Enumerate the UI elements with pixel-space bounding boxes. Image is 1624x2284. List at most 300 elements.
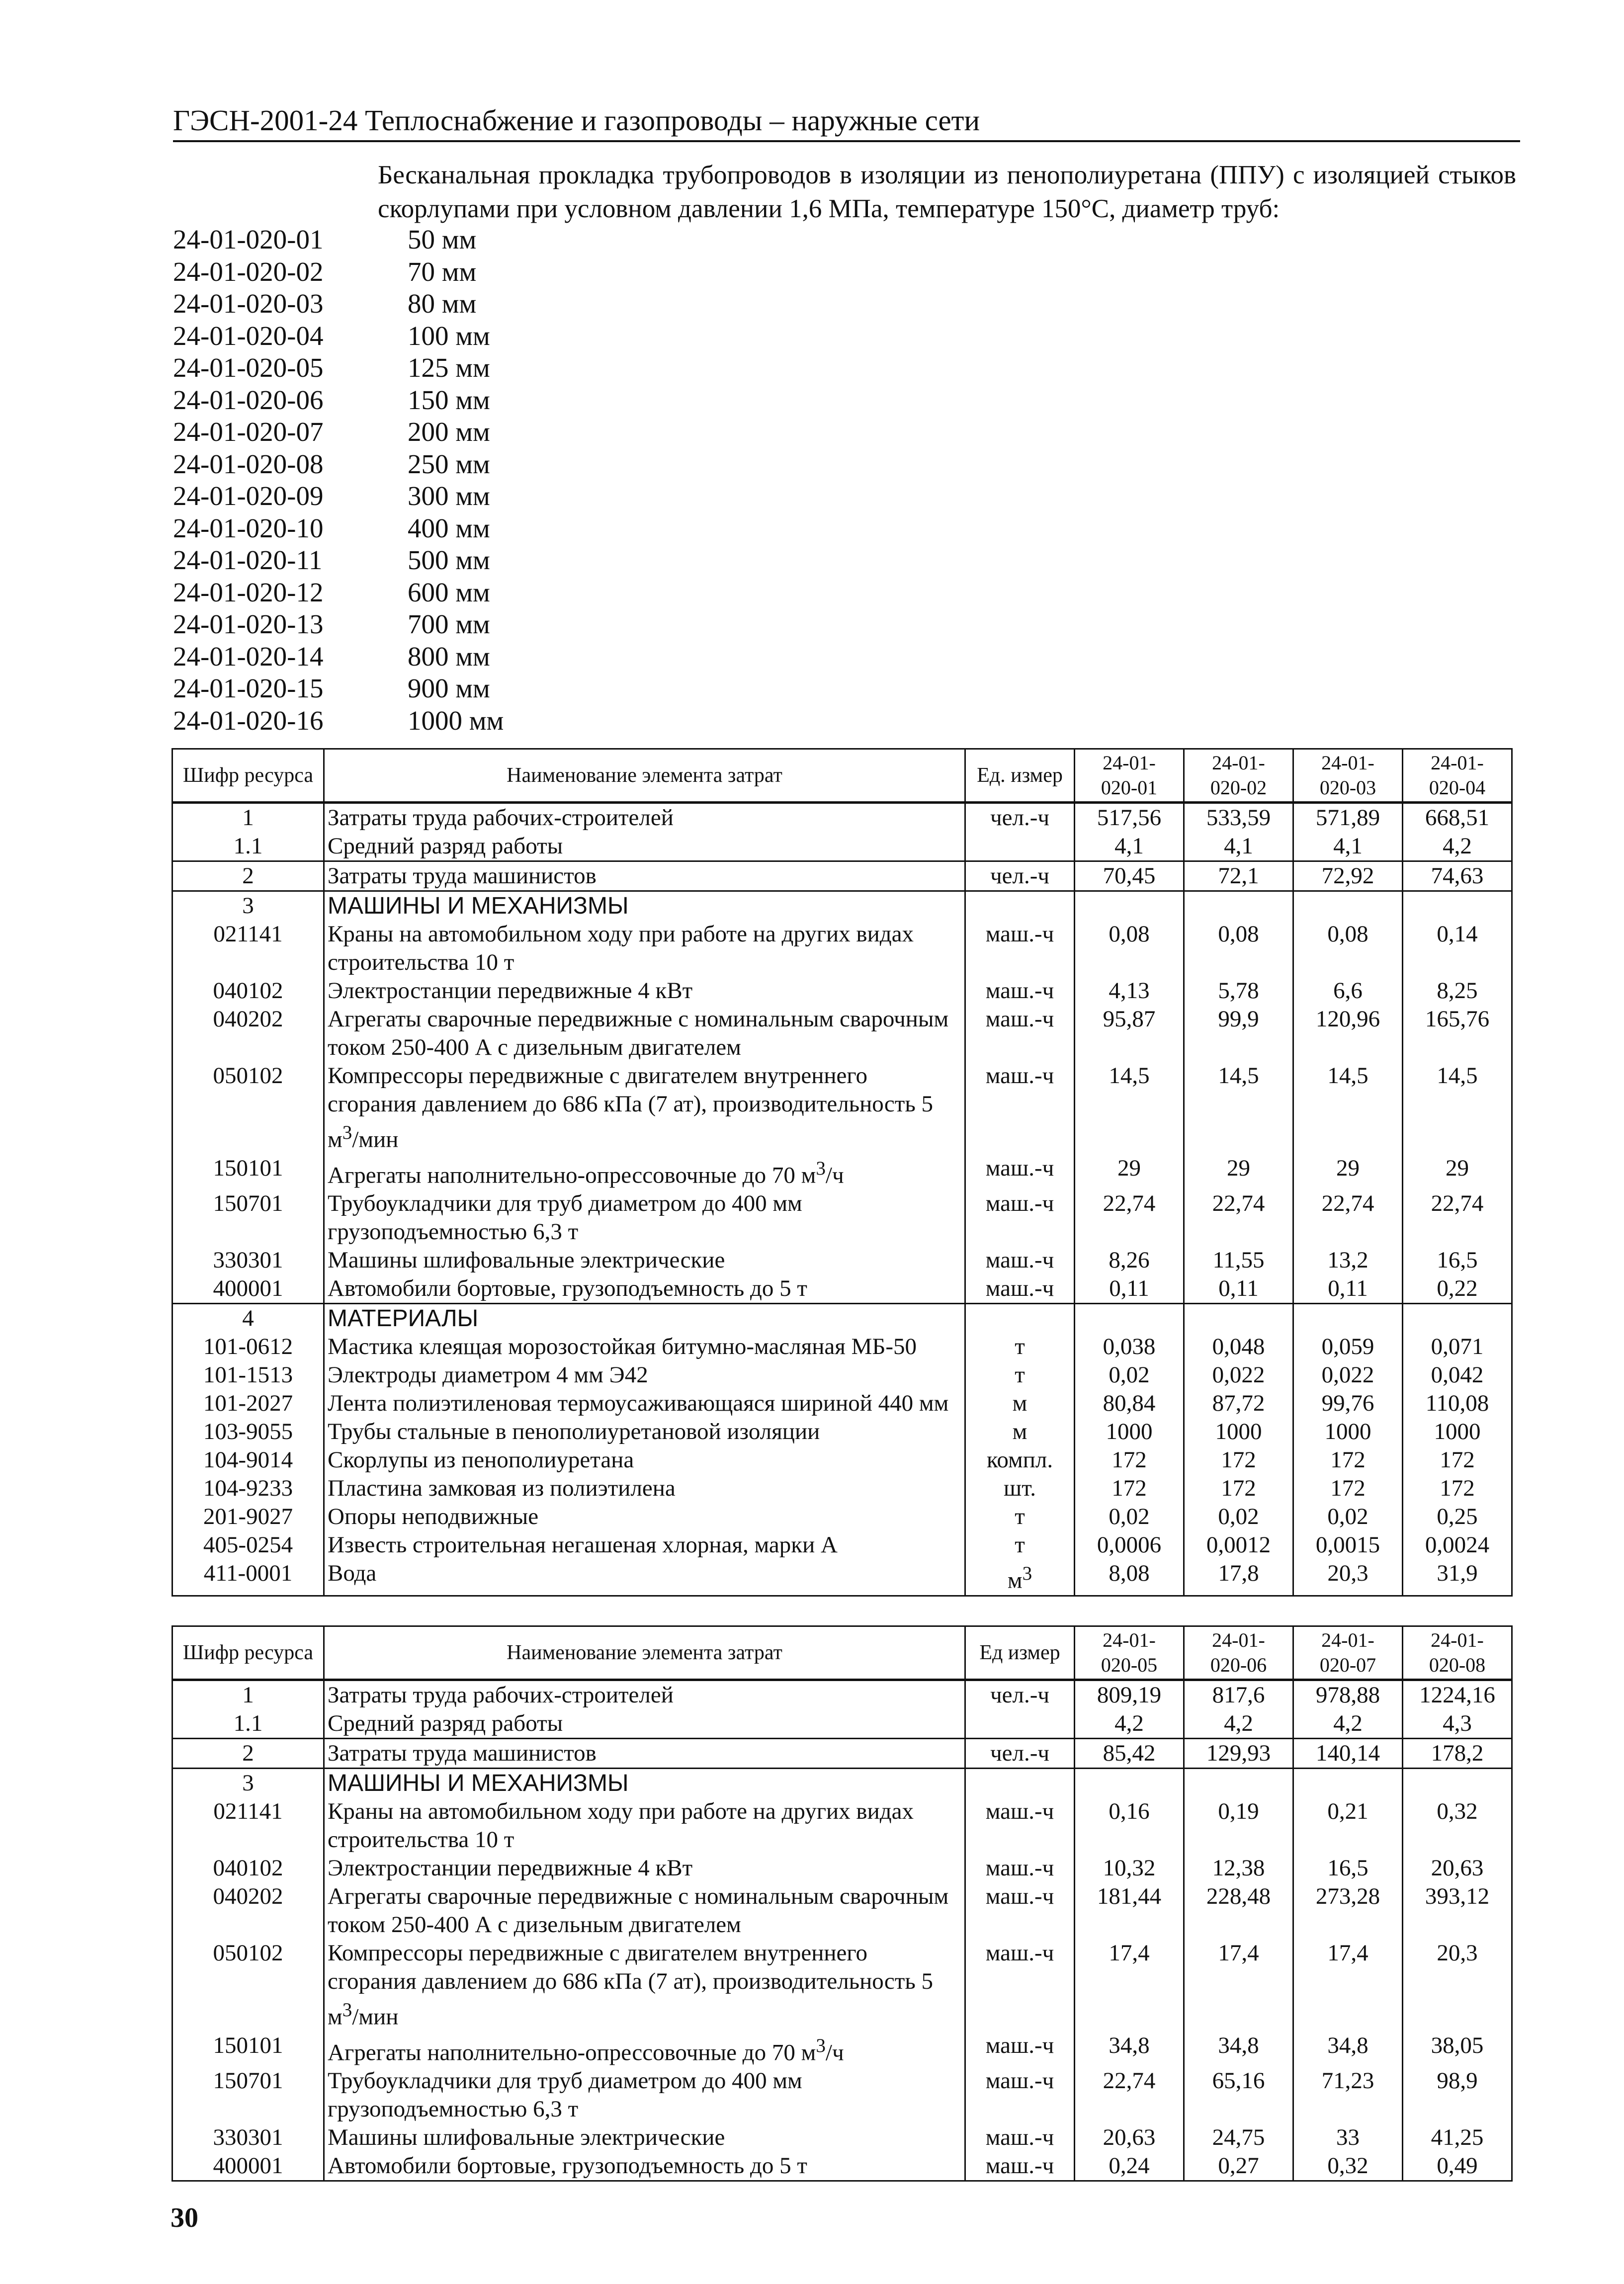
resource-name: Трубы стальные в пенополиуретановой изоляции <box>324 1418 965 1446</box>
resource-unit: т <box>965 1361 1075 1389</box>
table-row <box>172 2067 1512 2123</box>
value-cell: 38,05 <box>1403 2031 1512 2067</box>
value-cell: 172 <box>1403 1474 1512 1503</box>
resource-unit: чел.-ч <box>965 1680 1075 1710</box>
value-cell: 1000 <box>1403 1418 1512 1446</box>
resource-name: Компрессоры передвижные с двигателем внутреннего сгорания давлением до 686 кПа (7 ат), производительность 5 $м^3$/мин <box>324 1062 965 1154</box>
value-cell: 4,3 <box>1403 1709 1512 1739</box>
resource-unit <box>965 1709 1075 1739</box>
value-cell: 0,038 <box>1075 1333 1184 1361</box>
value-cell: 65,16 <box>1184 2067 1293 2123</box>
resource-name: Краны на автомобильном ходу при работе на других видах строительства 10 т <box>324 1797 965 1854</box>
pipe-diameter: 100 мм <box>408 320 490 351</box>
header-code: Шифр ресурса <box>172 749 324 803</box>
code-list-item <box>173 288 504 320</box>
value-cell: 29 <box>1403 1154 1512 1190</box>
resource-code: 040202 <box>172 1005 324 1062</box>
value-cell: 87,72 <box>1184 1389 1293 1418</box>
resource-code: 040102 <box>172 977 324 1005</box>
intro-paragraph: Бесканальная прокладка трубопроводов в изоляции из пенополиуретана (ППУ) с изоляцией стыков скорлупами при условном давлении 1,6 МПа, температуре 150°С, диаметр труб: <box>378 161 1516 223</box>
value-cell: 120,96 <box>1293 1005 1403 1062</box>
code-list-item <box>173 320 504 352</box>
header-col-1: 24-01- 020-01 <box>1075 749 1184 803</box>
table-row <box>172 1274 1512 1304</box>
resource-name: Электростанции передвижные 4 кВт <box>324 977 965 1005</box>
value-cell: 4,13 <box>1075 977 1184 1005</box>
resource-code: 101-2027 <box>172 1389 324 1418</box>
value-cell: 0,16 <box>1075 1797 1184 1854</box>
section-title: МАШИНЫ И МЕХАНИЗМЫ <box>324 1769 965 1798</box>
resource-name: Трубоукладчики для труб диаметром до 400 мм грузоподъемностью 6,3 т <box>324 1189 965 1246</box>
resource-name: Автомобили бортовые, грузоподъемность до 5 т <box>324 2152 965 2181</box>
resource-name: Известь строительная негашеная хлорная, марки А <box>324 1531 965 1559</box>
resource-code: 050102 <box>172 1062 324 1154</box>
pipe-diameter: 500 мм <box>408 545 490 575</box>
value-cell: 4,2 <box>1403 832 1512 861</box>
resource-unit: чел.-ч <box>965 1739 1075 1769</box>
value-cell: 34,8 <box>1184 2031 1293 2067</box>
value-cell: 0,25 <box>1403 1503 1512 1531</box>
value-cell: 95,87 <box>1075 1005 1184 1062</box>
norm-code: 24-01-020-05 <box>173 352 324 383</box>
resource-name: Агрегаты наполнительно-опрессовочные до 70 $м^3/ч$ <box>324 1154 965 1190</box>
resource-name: Лента полиэтиленовая термоусаживающаяся шириной 440 мм <box>324 1389 965 1418</box>
resource-code: 1 <box>172 1680 324 1710</box>
value-cell: 4,2 <box>1184 1709 1293 1739</box>
resource-code: 411-0001 <box>172 1559 324 1596</box>
value-cell: 70,45 <box>1075 861 1184 891</box>
value-cell: 172 <box>1293 1446 1403 1474</box>
table-row <box>172 1389 1512 1418</box>
resource-code: 150701 <box>172 1189 324 1246</box>
resource-name: Затраты труда машинистов <box>324 861 965 891</box>
resource-unit: маш.-ч <box>965 1939 1075 2031</box>
value-cell: 0,14 <box>1403 920 1512 977</box>
page-header: ГЭСН-2001-24 Теплоснабжение и газопроводы – наружные сети <box>173 102 1520 142</box>
table-row <box>172 1418 1512 1446</box>
value-cell: 165,76 <box>1403 1005 1512 1062</box>
pipe-diameter: 250 мм <box>408 448 490 479</box>
value-cell: 809,19 <box>1075 1680 1184 1710</box>
value-cell: 4,1 <box>1293 832 1403 861</box>
value-cell: 0,19 <box>1184 1797 1293 1854</box>
resource-unit: чел.-ч <box>965 861 1075 891</box>
resource-unit: маш.-ч <box>965 1154 1075 1190</box>
pipe-diameter: 150 мм <box>408 384 490 415</box>
norm-code: 24-01-020-14 <box>173 641 324 672</box>
resource-code: 040102 <box>172 1854 324 1882</box>
value-cell: 0,11 <box>1184 1274 1293 1304</box>
norm-code: 24-01-020-06 <box>173 384 324 415</box>
value-cell: 20,3 <box>1403 1939 1512 2031</box>
value-cell: 273,28 <box>1293 1882 1403 1939</box>
code-list-item <box>173 544 504 577</box>
value-cell: 978,88 <box>1293 1680 1403 1710</box>
norm-code: 24-01-020-02 <box>173 256 324 287</box>
value-cell: 20,3 <box>1293 1559 1403 1596</box>
resource-name: Средний разряд работы <box>324 1709 965 1739</box>
value-cell: 10,32 <box>1075 1854 1184 1882</box>
section-row <box>172 1769 1512 1798</box>
value-cell: 0,32 <box>1403 1797 1512 1854</box>
resource-code: 104-9233 <box>172 1474 324 1503</box>
code-list-item <box>173 577 504 609</box>
resource-name: Машины шлифовальные электрические <box>324 1246 965 1274</box>
resource-code: 330301 <box>172 2123 324 2152</box>
header-col-3: 24-01- 020-03 <box>1293 749 1403 803</box>
resource-code: 400001 <box>172 2152 324 2181</box>
table-row <box>172 1361 1512 1389</box>
value-cell: 8,25 <box>1403 977 1512 1005</box>
value-cell: 0,11 <box>1293 1274 1403 1304</box>
table-row <box>172 832 1512 861</box>
pipe-diameter: 125 мм <box>408 352 490 383</box>
value-cell: 24,75 <box>1184 2123 1293 2152</box>
value-cell: 29 <box>1075 1154 1184 1190</box>
pipe-diameter: 1000 мм <box>408 705 504 736</box>
value-cell: 0,022 <box>1184 1361 1293 1389</box>
pipe-diameter: 300 мм <box>408 481 490 511</box>
resource-unit: маш.-ч <box>965 977 1075 1005</box>
value-cell: 533,59 <box>1184 803 1293 833</box>
resource-code: 201-9027 <box>172 1503 324 1531</box>
value-cell: 0,02 <box>1075 1361 1184 1389</box>
resource-unit: маш.-ч <box>965 1246 1075 1274</box>
value-cell: 0,27 <box>1184 2152 1293 2181</box>
resource-unit: маш.-ч <box>965 2123 1075 2152</box>
header-name: Наименование элемента затрат <box>324 749 965 803</box>
resource-unit: маш.-ч <box>965 1797 1075 1854</box>
value-cell: 4,2 <box>1075 1709 1184 1739</box>
resource-unit: т <box>965 1503 1075 1531</box>
value-cell: 85,42 <box>1075 1739 1184 1769</box>
resource-unit: шт. <box>965 1474 1075 1503</box>
code-list-item <box>173 384 504 417</box>
resource-code: 2 <box>172 1739 324 1769</box>
section-title: МАТЕРИАЛЫ <box>324 1304 965 1333</box>
resource-code: 050102 <box>172 1939 324 2031</box>
section-title: МАШИНЫ И МЕХАНИЗМЫ <box>324 891 965 921</box>
resource-code: 1.1 <box>172 832 324 861</box>
resource-name: Скорлупы из пенополиуретана <box>324 1446 965 1474</box>
table-row <box>172 920 1512 977</box>
value-cell: 72,92 <box>1293 861 1403 891</box>
pipe-diameter: 800 мм <box>408 641 490 672</box>
value-cell: 14,5 <box>1075 1062 1184 1154</box>
resource-unit: маш.-ч <box>965 1189 1075 1246</box>
norm-code: 24-01-020-13 <box>173 609 324 639</box>
resource-code: 021141 <box>172 1797 324 1854</box>
value-cell: 172 <box>1075 1446 1184 1474</box>
resource-code: 104-9014 <box>172 1446 324 1474</box>
table-row <box>172 1189 1512 1246</box>
header-unit: Ед измер <box>965 1626 1075 1680</box>
code-list-item <box>173 673 504 705</box>
resource-unit: маш.-ч <box>965 920 1075 977</box>
value-cell: 0,08 <box>1293 920 1403 977</box>
header-col-4: 24-01- 020-04 <box>1403 749 1512 803</box>
value-cell: 0,02 <box>1293 1503 1403 1531</box>
value-cell: 5,78 <box>1184 977 1293 1005</box>
resource-name: Компрессоры передвижные с двигателем внутреннего сгорания давлением до 686 кПа (7 ат), производительность 5 $м^3$/мин <box>324 1939 965 2031</box>
table-row <box>172 2123 1512 2152</box>
value-cell: 172 <box>1403 1446 1512 1474</box>
resource-unit: маш.-ч <box>965 2067 1075 2123</box>
value-cell: 71,23 <box>1293 2067 1403 2123</box>
header-unit: Ед. измер <box>965 749 1075 803</box>
value-cell: 0,022 <box>1293 1361 1403 1389</box>
pipe-diameter: 900 мм <box>408 673 490 703</box>
resource-name: Агрегаты наполнительно-опрессовочные до 70 $м^3/ч$ <box>324 2031 965 2067</box>
code-list-item <box>173 416 504 448</box>
code-list-item <box>173 641 504 673</box>
header-col-1: 24-01- 020-05 <box>1075 1626 1184 1680</box>
table-row <box>172 1709 1512 1739</box>
value-cell: 34,8 <box>1075 2031 1184 2067</box>
resource-code: 040202 <box>172 1882 324 1939</box>
resource-name: Автомобили бортовые, грузоподъемность до 5 т <box>324 1274 965 1304</box>
resource-name: Машины шлифовальные электрические <box>324 2123 965 2152</box>
table-row <box>172 1005 1512 1062</box>
value-cell: 11,55 <box>1184 1246 1293 1274</box>
value-cell: 0,11 <box>1075 1274 1184 1304</box>
value-cell: 140,14 <box>1293 1739 1403 1769</box>
table-row <box>172 977 1512 1005</box>
header-col-4: 24-01- 020-08 <box>1403 1626 1512 1680</box>
value-cell: 0,0024 <box>1403 1531 1512 1559</box>
value-cell: 17,8 <box>1184 1559 1293 1596</box>
table-row <box>172 1246 1512 1274</box>
norm-code: 24-01-020-11 <box>173 545 323 575</box>
value-cell: 178,2 <box>1403 1739 1512 1769</box>
value-cell: 1000 <box>1075 1418 1184 1446</box>
value-cell: 99,76 <box>1293 1389 1403 1418</box>
value-cell: 13,2 <box>1293 1246 1403 1274</box>
value-cell: 22,74 <box>1075 2067 1184 2123</box>
pipe-diameter: 700 мм <box>408 609 490 639</box>
value-cell: 0,0012 <box>1184 1531 1293 1559</box>
value-cell: 29 <box>1293 1154 1403 1190</box>
value-cell: 517,56 <box>1075 803 1184 833</box>
header-name: Наименование элемента затрат <box>324 1626 965 1680</box>
resource-unit: $м^3$ <box>965 1559 1075 1596</box>
pipe-diameter: 80 мм <box>408 288 477 319</box>
pipe-diameter: 200 мм <box>408 417 490 447</box>
code-list-item <box>173 705 504 737</box>
value-cell: 17,4 <box>1184 1939 1293 2031</box>
code-list-item <box>173 352 504 384</box>
value-cell: 80,84 <box>1075 1389 1184 1418</box>
value-cell: 393,12 <box>1403 1882 1512 1939</box>
resource-name: Вода <box>324 1559 965 1596</box>
section-row <box>172 891 1512 921</box>
code-list-item <box>173 256 504 288</box>
table-row <box>172 803 1512 833</box>
header-col-2: 24-01- 020-06 <box>1184 1626 1293 1680</box>
norm-code: 24-01-020-08 <box>173 448 324 479</box>
resource-unit <box>965 832 1075 861</box>
resource-unit: маш.-ч <box>965 1005 1075 1062</box>
header-col-2: 24-01- 020-02 <box>1184 749 1293 803</box>
pipe-diameter: 600 мм <box>408 577 490 607</box>
value-cell: 22,74 <box>1403 1189 1512 1246</box>
value-cell: 817,6 <box>1184 1680 1293 1710</box>
table-row <box>172 1739 1512 1769</box>
value-cell: 4,1 <box>1075 832 1184 861</box>
resource-code: 405-0254 <box>172 1531 324 1559</box>
norm-code: 24-01-020-12 <box>173 577 324 607</box>
value-cell: 1224,16 <box>1403 1680 1512 1710</box>
value-cell: 129,93 <box>1184 1739 1293 1769</box>
resource-code: 330301 <box>172 1246 324 1274</box>
resource-code: 150101 <box>172 2031 324 2067</box>
resource-name: Мастика клеящая морозостойкая битумно-масляная МБ-50 <box>324 1333 965 1361</box>
resource-code: 150701 <box>172 2067 324 2123</box>
resource-name: Трубоукладчики для труб диаметром до 400 мм грузоподъемностью 6,3 т <box>324 2067 965 2123</box>
value-cell: 110,08 <box>1403 1389 1512 1418</box>
code-list-item <box>173 448 504 481</box>
resource-unit: м <box>965 1389 1075 1418</box>
table-header-row <box>172 749 1512 803</box>
value-cell: 29 <box>1184 1154 1293 1190</box>
value-cell: 0,0006 <box>1075 1531 1184 1559</box>
resource-name: Затраты труда машинистов <box>324 1739 965 1769</box>
pipe-diameter: 70 мм <box>408 256 477 287</box>
resource-code: 101-0612 <box>172 1333 324 1361</box>
resource-code: 400001 <box>172 1274 324 1304</box>
resource-unit: маш.-ч <box>965 1274 1075 1304</box>
resource-unit: маш.-ч <box>965 1882 1075 1939</box>
resource-code: 101-1513 <box>172 1361 324 1389</box>
value-cell: 0,08 <box>1184 920 1293 977</box>
resource-name: Краны на автомобильном ходу при работе на других видах строительства 10 т <box>324 920 965 977</box>
value-cell: 0,08 <box>1075 920 1184 977</box>
value-cell: 181,44 <box>1075 1882 1184 1939</box>
norm-code: 24-01-020-09 <box>173 481 324 511</box>
value-cell: 14,5 <box>1293 1062 1403 1154</box>
resource-name: Электроды диаметром 4 мм Э42 <box>324 1361 965 1389</box>
value-cell: 72,1 <box>1184 861 1293 891</box>
resource-name: Агрегаты сварочные передвижные с номинальным сварочным током 250-400 А с дизельным двигателем <box>324 1005 965 1062</box>
value-cell: 0,49 <box>1403 2152 1512 2181</box>
header-col-3: 24-01- 020-07 <box>1293 1626 1403 1680</box>
value-cell: 1000 <box>1184 1418 1293 1446</box>
resource-table-1 <box>171 748 1513 1597</box>
table-row <box>172 1333 1512 1361</box>
value-cell: 16,5 <box>1403 1246 1512 1274</box>
value-cell: 1000 <box>1293 1418 1403 1446</box>
value-cell: 571,89 <box>1293 803 1403 833</box>
table-row <box>172 1531 1512 1559</box>
value-cell: 99,9 <box>1184 1005 1293 1062</box>
resource-unit: м <box>965 1418 1075 1446</box>
code-list-item <box>173 608 504 641</box>
value-cell: 98,9 <box>1403 2067 1512 2123</box>
resource-code: 150101 <box>172 1154 324 1190</box>
resource-name: Затраты труда рабочих-строителей <box>324 1680 965 1710</box>
resource-code: 103-9055 <box>172 1418 324 1446</box>
resource-code: 1 <box>172 803 324 833</box>
norm-code: 24-01-020-15 <box>173 673 324 703</box>
resource-unit: маш.-ч <box>965 2152 1075 2181</box>
header-code: Шифр ресурса <box>172 1626 324 1680</box>
value-cell: 41,25 <box>1403 2123 1512 2152</box>
resource-code: 021141 <box>172 920 324 977</box>
value-cell: 0,02 <box>1184 1503 1293 1531</box>
value-cell: 17,4 <box>1075 1939 1184 2031</box>
section-code: 4 <box>172 1304 324 1333</box>
value-cell: 172 <box>1184 1474 1293 1503</box>
resource-name: Затраты труда рабочих-строителей <box>324 803 965 833</box>
value-cell: 14,5 <box>1403 1062 1512 1154</box>
table-row <box>172 1154 1512 1190</box>
value-cell: 6,6 <box>1293 977 1403 1005</box>
value-cell: 0,059 <box>1293 1333 1403 1361</box>
table-row <box>172 1062 1512 1154</box>
value-cell: 0,21 <box>1293 1797 1403 1854</box>
code-list-item <box>173 512 504 545</box>
table-row <box>172 1559 1512 1596</box>
section-row <box>172 1304 1512 1333</box>
table-header-row <box>172 1626 1512 1680</box>
table-row <box>172 1446 1512 1474</box>
resource-table-2 <box>171 1625 1513 2182</box>
table-row <box>172 861 1512 891</box>
value-cell: 0,02 <box>1075 1503 1184 1531</box>
table-row <box>172 1680 1512 1710</box>
value-cell: 0,22 <box>1403 1274 1512 1304</box>
resource-unit: компл. <box>965 1446 1075 1474</box>
section-code: 3 <box>172 891 324 921</box>
table-row <box>172 1882 1512 1939</box>
norm-code: 24-01-020-01 <box>173 224 324 254</box>
resource-name: Средний разряд работы <box>324 832 965 861</box>
value-cell: 22,74 <box>1075 1189 1184 1246</box>
resource-unit: маш.-ч <box>965 1854 1075 1882</box>
value-cell: 22,74 <box>1293 1189 1403 1246</box>
value-cell: 172 <box>1184 1446 1293 1474</box>
resource-name: Опоры неподвижные <box>324 1503 965 1531</box>
section-code: 3 <box>172 1769 324 1798</box>
value-cell: 31,9 <box>1403 1559 1512 1596</box>
table-row <box>172 1797 1512 1854</box>
value-cell: 668,51 <box>1403 803 1512 833</box>
resource-name: Пластина замковая из полиэтилена <box>324 1474 965 1503</box>
table-row <box>172 1503 1512 1531</box>
value-cell: 4,1 <box>1184 832 1293 861</box>
resource-name: Электростанции передвижные 4 кВт <box>324 1854 965 1882</box>
norm-code: 24-01-020-10 <box>173 512 324 543</box>
value-cell: 4,2 <box>1293 1709 1403 1739</box>
code-list-item <box>173 224 504 256</box>
table-row <box>172 1939 1512 2031</box>
value-cell: 0,32 <box>1293 2152 1403 2181</box>
value-cell: 8,26 <box>1075 1246 1184 1274</box>
norm-code: 24-01-020-04 <box>173 320 324 351</box>
norm-code: 24-01-020-03 <box>173 288 324 319</box>
value-cell: 20,63 <box>1403 1854 1512 1882</box>
pipe-diameter: 400 мм <box>408 512 490 543</box>
value-cell: 0,24 <box>1075 2152 1184 2181</box>
value-cell: 172 <box>1293 1474 1403 1503</box>
value-cell: 17,4 <box>1293 1939 1403 2031</box>
table-row <box>172 2031 1512 2067</box>
value-cell: 0,0015 <box>1293 1531 1403 1559</box>
table-row <box>172 2152 1512 2181</box>
norm-code: 24-01-020-07 <box>173 417 324 447</box>
value-cell: 8,08 <box>1075 1559 1184 1596</box>
value-cell: 0,048 <box>1184 1333 1293 1361</box>
